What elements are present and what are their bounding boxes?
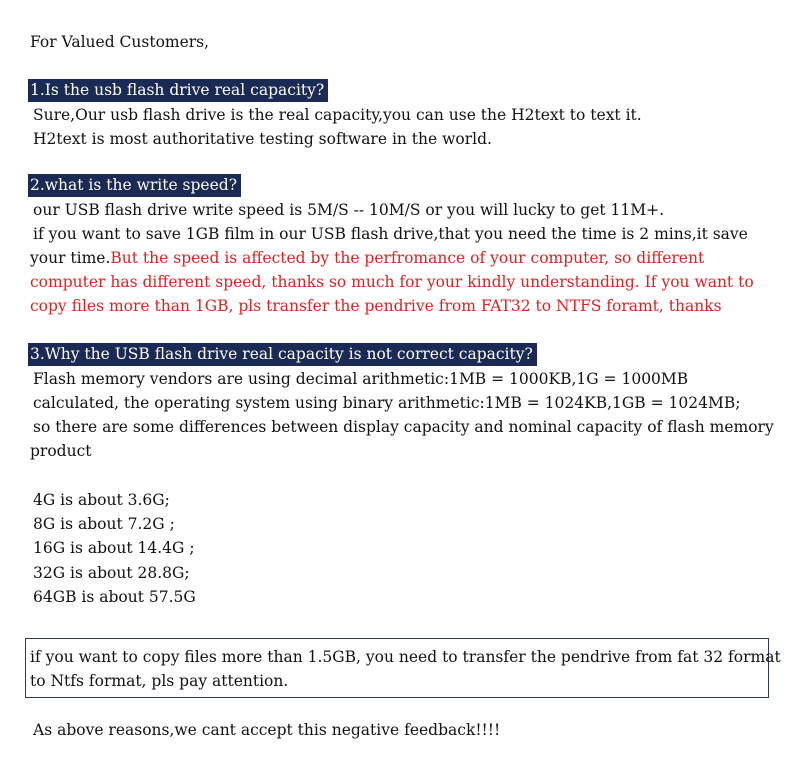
faq-heading-capacity-difference: 3.Why the USB flash drive real capacity is not correct capacity? (28, 343, 537, 366)
warning-text-line: computer has different speed, thanks so much for your kindly understanding. If you want to (30, 273, 754, 291)
plain-text: your time. (30, 249, 111, 267)
faq-answer-line: product (30, 442, 92, 460)
capacity-item: 64GB is about 57.5G (33, 588, 196, 606)
faq-answer-line: so there are some differences between display capacity and nominal capacity of flash memory (33, 418, 774, 436)
notice-line: to Ntfs format, pls pay attention. (30, 672, 289, 690)
faq-answer-line: our USB flash drive write speed is 5M/S -- 10M/S or you will lucky to get 11M+. (33, 201, 665, 219)
faq-answer-line: Flash memory vendors are using decimal arithmetic:1MB = 1000KB,1G = 1000MB (33, 370, 689, 388)
warning-text: But the speed is affected by the perfromance of your computer, so different (110, 249, 705, 267)
notice-line: if you want to copy files more than 1.5GB, you need to transfer the pendrive from fat 32 format (30, 648, 781, 666)
faq-heading-real-capacity: 1.Is the usb flash drive real capacity? (28, 79, 328, 102)
notice-box (25, 638, 781, 698)
faq-answer-line: if you want to save 1GB film in our USB flash drive,that you need the time is 2 mins,it save (33, 225, 748, 243)
faq-heading-write-speed: 2.what is the write speed? (28, 174, 241, 197)
faq-answer-line: H2text is most authoritative testing software in the world. (33, 130, 492, 148)
faq-answer-line: Sure,Our usb flash drive is the real capacity,you can use the H2text to text it. (33, 106, 642, 124)
greeting: For Valued Customers, (30, 33, 210, 51)
warning-text-line: copy files more than 1GB, pls transfer the pendrive from FAT32 to NTFS foramt, thanks (30, 297, 722, 315)
capacity-item: 4G is about 3.6G; (33, 491, 170, 509)
capacity-item: 8G is about 7.2G ; (33, 515, 175, 533)
closing-statement: As above reasons,we cant accept this negative feedback!!!! (33, 721, 501, 739)
capacity-item: 32G is about 28.8G; (33, 564, 190, 582)
faq-answer-line (30, 246, 704, 270)
capacity-item: 16G is about 14.4G ; (33, 539, 195, 557)
faq-answer-line: calculated, the operating system using binary arithmetic:1MB = 1024KB,1GB = 1024MB; (33, 394, 741, 412)
